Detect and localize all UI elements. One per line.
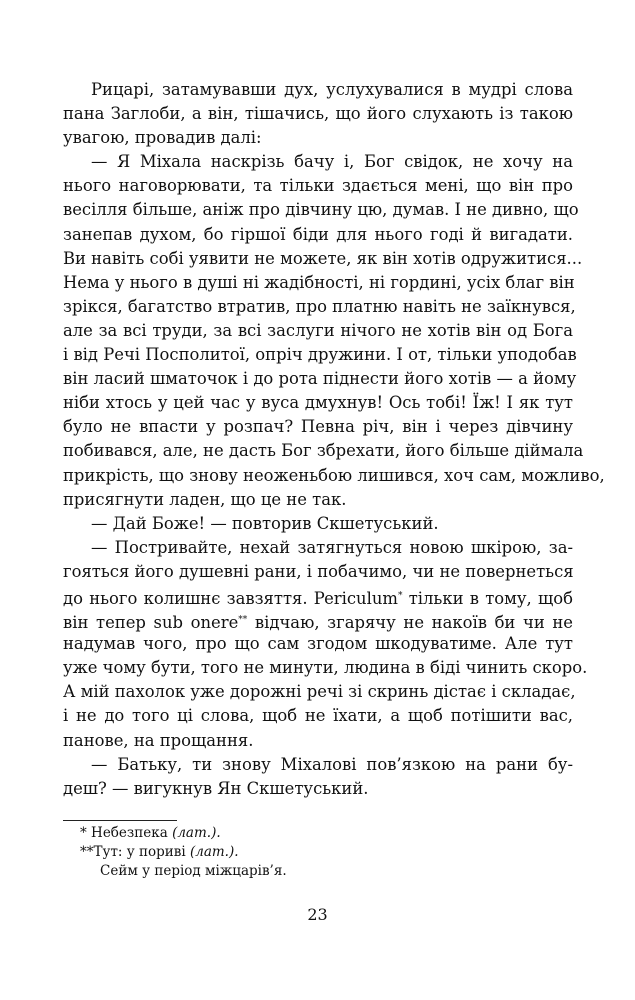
footnote-2 — [80, 843, 239, 862]
text-segment: тільки в тому, щоб — [402, 588, 573, 608]
text-line: і не до того ці слова, щоб не їхати, а щоб потішити вас, — [63, 706, 573, 726]
text-line: було не впасти у розпач? Певна річ, він і через дівчину — [63, 417, 573, 437]
text-segment: відчаю, згарячу не накоїв би чи не — [247, 613, 573, 633]
text-line: Нема у нього в душі ні жадібності, ні гордині, усіх благ він — [63, 272, 575, 292]
footnote-marker: * — [397, 590, 403, 601]
text-line: гояться його душевні рани, і побачимо, чи не повернеться — [63, 561, 574, 581]
text-line: уже чому бути, того не минути, людина в біді чинить скоро. — [63, 658, 588, 678]
text-line: — Я Міхала наскрізь бачу і, Бог свідок, не хочу на — [91, 152, 573, 172]
text-line: ніби хтось у цей час у вуса дмухнув! Ось тобі! Їж! І як тут — [63, 393, 573, 413]
text-line: присягнути ладен, що це не так. — [63, 489, 347, 509]
text-line: прикрість, що знову неоженьбою лишився, хоч сам, можливо, — [63, 465, 605, 485]
text-line: нього наговорювати, та тільки здається мені, що він про — [63, 176, 573, 196]
text-line — [63, 608, 573, 632]
text-line: — Дай Боже! — повторив Скшетуський. — [91, 513, 439, 533]
text-line: він ласий шматочок і до рота піднести його хотів — а йому — [63, 369, 577, 389]
footnote-text: **Тут: у пориві — [80, 844, 190, 860]
text-line: побивався, але, не дасть Бог збрехати, його більше діймала — [63, 441, 584, 461]
page-number: 23 — [307, 905, 328, 924]
footnote-3: Сейм у період міжцарів’я. — [100, 863, 287, 879]
text-line: — Батьку, ти знову Міхалові пов’язкою на рани бу- — [91, 754, 573, 774]
text-line: Ви навіть собі уявити не можете, як він хотів одружитися... — [63, 248, 583, 268]
text-line: весілля більше, аніж про дівчину цю, думав. І не дивно, що — [63, 200, 579, 220]
text-line: але за всі труди, за всі заслуги нічого не хотів він од Бога — [63, 320, 573, 340]
text-line: А мій пахолок уже дорожні речі зі скринь дістає і складає, — [63, 682, 576, 702]
footnote-language: (лат.). — [172, 825, 221, 841]
footnote-divider — [63, 820, 177, 821]
text-line: пана Заглоби, а він, тішачись, що його слухають із такою — [63, 104, 573, 124]
footnote-language: (лат.). — [189, 844, 239, 860]
text-segment: він тепер sub onere — [63, 613, 239, 633]
main-text — [63, 78, 605, 801]
text-line: — Постривайте, нехай затягнуться новою шкірою, за- — [91, 537, 573, 557]
text-line: надумав чого, про що сам згодом шкодуватиме. Але тут — [63, 634, 573, 654]
text-line: і від Речі Посполитої, опріч дружини. І от, тільки уподобав — [63, 345, 577, 365]
text-segment: до нього колишнє завзяття. Periculum — [63, 588, 398, 608]
footnote-marker: ** — [238, 615, 248, 626]
text-line: зрікся, багатство втратив, про платню навіть не заїкнувся, — [63, 296, 576, 316]
footnote-1 — [80, 824, 221, 843]
text-line: занепав духом, бо гіршої біди для нього годі й вигадати. — [63, 224, 573, 244]
text-line: панове, на прощання. — [63, 730, 254, 750]
footnote-text: * Небезпека — [80, 825, 173, 841]
text-line: деш? — вигукнув Ян Скшетуський. — [63, 778, 369, 798]
text-line — [63, 584, 573, 608]
text-line: увагою, провадив далі: — [63, 128, 262, 148]
text-line: Рицарі, затамувавши дух, услухувалися в мудрі слова — [91, 80, 573, 99]
